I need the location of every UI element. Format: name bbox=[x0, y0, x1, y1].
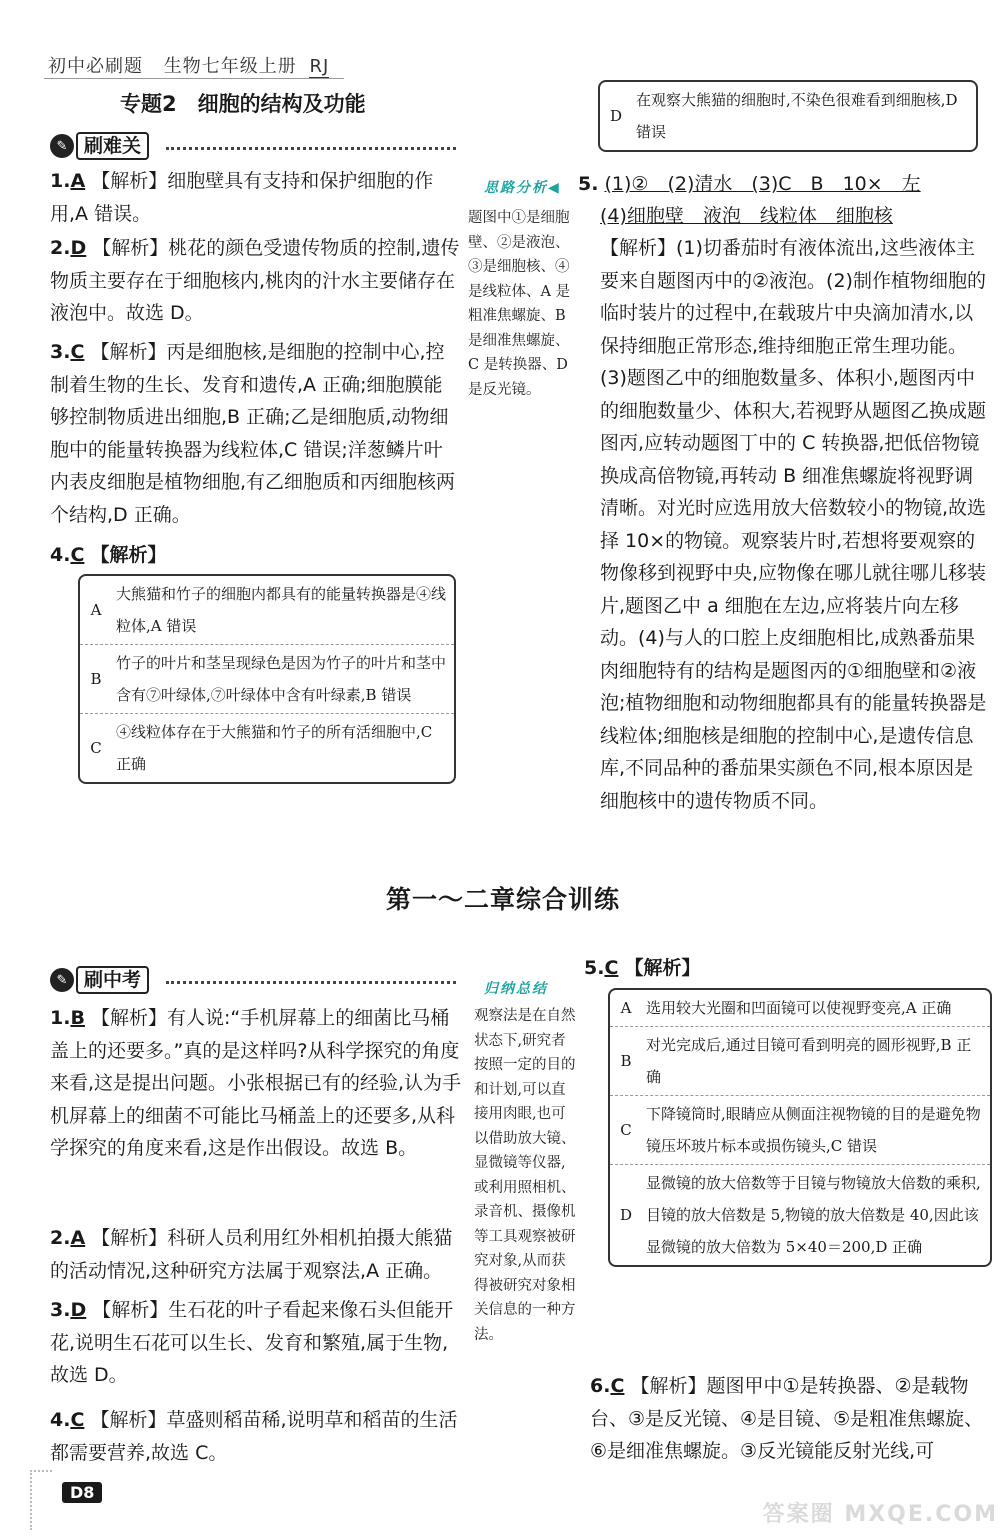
option-key: D bbox=[619, 1206, 633, 1224]
analysis-text: 【解析】题图甲中①是转换器、②是载物台、③是反光镜、④是目镜、⑤是粗准焦螺旋、⑥是细准焦螺旋。③反光镜能反射光线,可 bbox=[590, 1375, 984, 1462]
question-number: 4. bbox=[50, 1409, 71, 1431]
answer-c6 bbox=[590, 1370, 992, 1468]
answer-c2 bbox=[50, 1222, 462, 1287]
option-text: 大熊猫和竹子的细胞内都具有的能量转换器是④线粒体,A 错误 bbox=[116, 585, 447, 635]
section-label: 刷难关 bbox=[76, 132, 149, 160]
analysis-text: 【解析】生石花的叶子看起来像石头但能开花,说明生石花可以生长、发育和繁殖,属于生物,故选 D。 bbox=[50, 1299, 454, 1386]
analysis-label: 【解析】 bbox=[90, 544, 167, 566]
option-key: A bbox=[90, 601, 102, 619]
option-text: 选用较大光圈和凹面镜可以使视野变亮,A 正确 bbox=[646, 999, 952, 1017]
dotted-rule bbox=[166, 147, 456, 150]
option-row bbox=[600, 82, 976, 150]
answer-line-1: (1)② (2)清水 (3)C B 10× 左 bbox=[604, 173, 921, 195]
answer-c5 bbox=[584, 952, 984, 985]
option-key: D bbox=[609, 107, 623, 125]
section-label: 刷中考 bbox=[76, 966, 149, 994]
option-key: B bbox=[620, 1052, 632, 1070]
analysis-label: 【解析】 bbox=[624, 957, 701, 979]
dotted-rule bbox=[166, 981, 456, 984]
option-row bbox=[80, 714, 454, 782]
answer-2 bbox=[50, 232, 460, 330]
answer-letter: D bbox=[70, 1299, 87, 1321]
option-text: 对光完成后,通过目镜可看到明亮的圆形视野,B 正确 bbox=[646, 1036, 972, 1086]
question-number: 1. bbox=[50, 170, 71, 192]
answer-4 bbox=[50, 539, 460, 572]
option-table-4-continued bbox=[598, 80, 978, 152]
answer-letter: D bbox=[70, 237, 87, 259]
edition: RJ bbox=[309, 56, 330, 77]
option-key: C bbox=[620, 1121, 632, 1139]
answer-letter: C bbox=[610, 1375, 625, 1397]
option-text: 在观察大熊猫的细胞时,不染色很难看到细胞核,D 错误 bbox=[636, 91, 958, 141]
option-row bbox=[610, 990, 990, 1027]
question-number: 5. bbox=[578, 173, 599, 195]
note-title-analysis bbox=[484, 177, 561, 197]
section-badge-exam bbox=[50, 966, 149, 994]
analysis-text: 【解析】有人说:“手机屏幕上的细菌比马桶盖上的还要多。”真的是这样吗?从科学探究的角度来看,这是提出问题。小张根据已有的经验,认为手机屏幕上的细菌不可能比马桶盖上的还要多,从科学探究的角度来看,这是作出假设。故选 B。 bbox=[50, 1007, 462, 1159]
option-key: C bbox=[90, 739, 102, 757]
option-row bbox=[610, 1096, 990, 1165]
answer-letter: C bbox=[70, 1409, 85, 1431]
answer-letter: A bbox=[70, 170, 86, 192]
answer-c4 bbox=[50, 1404, 462, 1469]
option-row bbox=[610, 1165, 990, 1265]
pen-icon: ✎ bbox=[50, 134, 74, 158]
page-number: D8 bbox=[62, 1482, 102, 1503]
question-number: 3. bbox=[50, 1299, 71, 1321]
option-text: 下降镜筒时,眼睛应从侧面注视物镜的目的是避免物镜压坏玻片标本或损伤镜头,C 错误 bbox=[646, 1105, 981, 1155]
option-row bbox=[610, 1027, 990, 1096]
question-number: 2. bbox=[50, 1227, 71, 1249]
watermark: 答案圈 MXQE.COM bbox=[762, 1502, 998, 1527]
subject-name: 生物七年级上册 bbox=[163, 56, 297, 77]
analysis-text: 【解析】丙是细胞核,是细胞的控制中心,控制着生物的生长、发育和遗传,A 正确;细胞膜能够控制物质进出细胞,B 正确;乙是细胞质,动物细胞中的能量转换器为线粒体,C 错误;洋葱鳞片叶内表皮细胞是植物细胞,有乙细胞质和丙细胞核两个结构,D 正确。 bbox=[50, 341, 456, 526]
answer-5 bbox=[578, 168, 988, 201]
question-number: 6. bbox=[590, 1375, 611, 1397]
answer-letter: C bbox=[604, 957, 619, 979]
option-table-4 bbox=[78, 574, 456, 784]
question-number: 1. bbox=[50, 1007, 71, 1029]
option-text: 显微镜的放大倍数等于目镜与物镜放大倍数的乘积,目镜的放大倍数是 5,物镜的放大倍数是 40,因此该显微镜的放大倍数为 5×40＝200,D 正确 bbox=[646, 1174, 981, 1256]
question-number: 3. bbox=[50, 341, 71, 363]
analysis-text-5: 【解析】(1)切番茄时有液体流出,这些液体主要来自题图丙中的②液泡。(2)制作植物细胞的临时装片的过程中,在载玻片中央滴加清水,以保持细胞正常形态,维持细胞正常生理功能。(3)题图乙中的细胞数量多、体积小,题图丙中的细胞数量少、体积大,若视野从题图乙换成题图丙,应转动题图丁中的 C 转换器,把低倍物镜换成高倍物镜,再转动 B 细准焦螺旋将视野调清晰。对光时应选用放大倍数较小的物镜,故选择 10×的物镜。观察装片时,若想将要观察的物像移到视野中央,应物像在哪儿就往哪儿移装片,题图乙中 a 细胞在左边,应将装片向左移动。(4)与人的口腔上皮细胞相比,成熟番茄果肉细胞特有的结构是题图丙的①细胞壁和②液泡;植物细胞和动物细胞都具有的能量转换器是线粒体;细胞核是细胞的控制中心,是遗传信息库,不同品种的番茄果实颜色不同,根本原因是细胞核中的遗传物质不同。 bbox=[600, 237, 987, 812]
answer-1 bbox=[50, 165, 460, 230]
topic-title: 专题2 细胞的结构及功能 bbox=[120, 92, 366, 116]
chapter-title: 第一～二章综合训练 bbox=[385, 885, 620, 914]
answer-3 bbox=[50, 336, 460, 531]
option-text: 竹子的叶片和茎呈现绿色是因为竹子的叶片和茎中含有⑦叶绿体,⑦叶绿体中含有叶绿素,B 错误 bbox=[116, 654, 447, 704]
answer-letter: C bbox=[70, 341, 85, 363]
question-number: 4. bbox=[50, 544, 71, 566]
series-name: 初中必刷题 bbox=[48, 56, 143, 77]
book-header bbox=[48, 52, 329, 78]
analysis-text: 【解析】桃花的颜色受遗传物质的控制,遗传物质主要存在于细胞核内,桃肉的汁水主要储存在液泡中。故选 D。 bbox=[50, 237, 460, 324]
answer-letter: B bbox=[70, 1007, 85, 1029]
side-note-2: 观察法是在自然状态下,研究者按照一定的目的和计划,可以直接用肉眼,也可以借助放大镜、显微镜等仪器,或利用照相机、录音机、摄像机等工具观察被研究对象,从而获得被研究对象相关信息的一种方法。 bbox=[474, 1008, 576, 1343]
option-key: A bbox=[620, 999, 632, 1017]
answer-c1 bbox=[50, 1002, 462, 1165]
answer-letter: A bbox=[70, 1227, 86, 1249]
section-badge-hard bbox=[50, 132, 149, 160]
analysis-text: 【解析】科研人员利用红外相机拍摄大熊猫的活动情况,这种研究方法属于观察法,A 正确。 bbox=[50, 1227, 453, 1282]
answer-line-2: (4)细胞壁 液泡 线粒体 细胞核 bbox=[600, 205, 893, 227]
arrow-icon: ◀ bbox=[548, 180, 561, 196]
answer-c3 bbox=[50, 1294, 462, 1392]
note-title-summary: 归纳总结 bbox=[484, 981, 548, 997]
corner-decoration bbox=[30, 1470, 52, 1530]
option-table-c5 bbox=[608, 988, 992, 1267]
question-number: 2. bbox=[50, 237, 71, 259]
pen-icon: ✎ bbox=[50, 968, 74, 992]
header-divider bbox=[44, 78, 344, 79]
analysis-text: 【解析】细胞壁具有支持和保护细胞的作用,A 错误。 bbox=[50, 170, 434, 225]
answer-letter: C bbox=[70, 544, 85, 566]
option-text: ④线粒体存在于大熊猫和竹子的所有活细胞中,C 正确 bbox=[116, 723, 433, 773]
option-row bbox=[80, 645, 454, 714]
note-title-text: 思路分析 bbox=[484, 180, 548, 196]
option-key: B bbox=[90, 670, 102, 688]
question-number: 5. bbox=[584, 957, 605, 979]
side-note-1: 题图中①是细胞壁、②是液泡、③是细胞核、④是线粒体、A 是粗准焦螺旋、B 是细准焦螺旋、C 是转换器、D 是反光镜。 bbox=[468, 210, 571, 398]
analysis-text: 【解析】草盛则稻苗稀,说明草和稻苗的生活都需要营养,故选 C。 bbox=[50, 1409, 458, 1464]
option-row bbox=[80, 576, 454, 645]
